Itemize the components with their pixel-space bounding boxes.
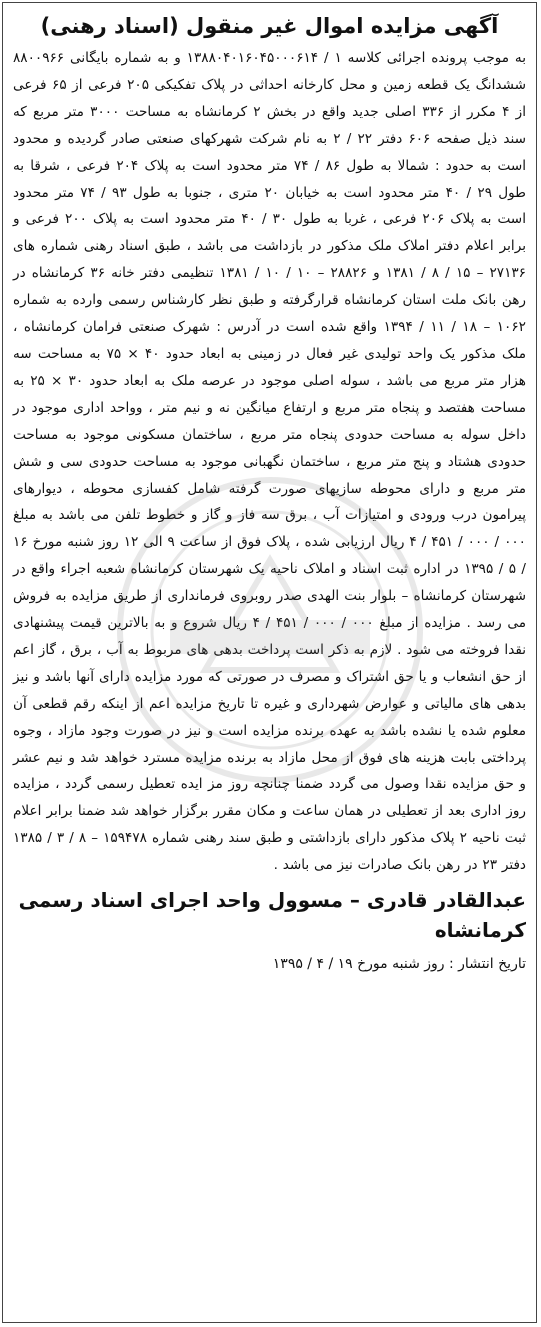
ad-frame bbox=[2, 2, 537, 1323]
ad-body-text: به موجب پرونده اجرائی کلاسه ۱ / ۱۳۸۸۰۴۰۱۶۰۴۵۰۰۰۶۱۴ و به شماره بایگانی ۸۸۰۰۹۶۶ ششدانگ یک قطعه زمین و محل کارخانه احداثی در پلاک تفکیکی ۲۰۵ فرعی از ۶۵ فرعی از ۴ مکرر از ۳۳۶ اصلی جدید واقع در بخش ۲ کرمانشاه به مساحت ۳۰۰۰ متر مربع که سند ذیل صفحه ۶۰۶ دفتر ۲۲ / ۲ به نام شرکت شهرکهای صنعتی صادر گردیده و محدود است به حدود : شمالا به طول ۸۶ / ۷۴ متر محدود است به پلاک ۲۰۴ فرعی ، شرقا به طول ۲۹ / ۴۰ متر محدود است به خیابان ۲۰ متری ، جنوبا به طول ۹۳ / ۷۴ متر محدود است به پلاک ۲۰۶ فرعی ، غربا به طول ۳۰ / ۴۰ متر محدود است به پلاک ۲۰۰ فرعی و برابر اعلام دفتر املاک ملک مذکور در بازداشت می باشد ، طبق اسناد رهنی شماره های ۲۷۱۳۶ – ۱۵ / ۸ / ۱۳۸۱ و ۲۸۸۲۶ – ۱۰ / ۱۰ / ۱۳۸۱ تنظیمی دفتر خانه ۳۶ کرمانشاه در رهن بانک ملت استان کرمانشاه قرارگرفته و طبق نظر کارشناس رسمی وارده به شماره ۱۰۶۲ – ۱۸ / ۱۱ / ۱۳۹۴ واقع شده است در آدرس : شهرک صنعتی فرامان کرمانشاه ، ملک مذکور یک واحد تولیدی غیر فعال در زمینی به ابعاد حدود ۴۰ × ۷۵ به مساحت سه هزار متر مربع می باشد ، سوله اصلی موجود در عرصه ملک به ابعاد حدود ۳۰ × ۲۵ به مساحت هفتصد و پنجاه متر مربع و ارتفاع میانگین نه و نیم متر ، وواحد اداری موجود در داخل سوله به مساحت حدودی پنجاه متر مربع ، ساختمان مسکونی موجود به مساحت حدودی هشتاد و پنج متر مربع ، ساختمان نگهبانی موجود به مساحت حدودی سی و شش متر مربع و دارای محوطه سازیهای صورت گرفته شامل کفسازی محوطه ، دیوارهای پیرامون درب ورودی و امتیازات آب ، برق سه فاز و گاز و خطوط تلفن می باشد به مبلغ ۰۰۰ / ۰۰۰ / ۴۵۱ / ۴ ریال ارزیابی شده ، پلاک فوق از ساعت ۹ الی ۱۲ روز شنبه مورخ ۱۶ / ۵ / ۱۳۹۵ در اداره ثبت اسناد و املاک ناحیه یک شهرستان کرمانشاه شعبه اجراء واقع در شهرستان کرمانشاه – بلوار بنت الهدی صدر روبروی فرمانداری از طریق مزایده به فروش می رسد . مزایده از مبلغ ۰۰۰ / ۰۰۰ / ۴۵۱ / ۴ ریال شروع و به بالاترین قیمت پیشنهادی نقدا فروخته می شود . لازم به ذکر است پرداخت بدهی های مربوط به آب ، برق ، گاز اعم از حق انشعاب و یا حق اشتراک و مصرف در صورتی که مورد مزایده دارای آنها باشد و نیز بدهی های مالیاتی و عوارض شهرداری و غیره تا تاریخ مزایده اعم از اینکه رقم قطعی آن معلوم شده یا نشده باشد به عهده برنده مزایده است و نیز در صورت وجود مازاد ، وجوه پرداختی بابت هزینه های فوق از محل مازاد به برنده مزایده مسترد خواهد شد و نیم عشر و حق مزایده نقدا وصول می گردد ضمنا چنانچه روز مز ایده تعطیل رسمی گردد ، مزایده روز اداری بعد از تعطیلی در همان ساعت و مکان مقرر برگزار خواهد شد ضمنا برابر اعلام ثبت ناحیه ۲ پلاک مذکور دارای بازداشتی و طبق سند رهنی شماره ۱۵۹۴۷۸ – ۸ / ۳ / ۱۳۸۵ دفتر ۲۳ در رهن بانک صادرات نیز می باشد . bbox=[13, 50, 527, 874]
ad-title: آگهی مزایده اموال غیر منقول (اسناد رهنی) bbox=[40, 14, 499, 38]
signature: عبدالقادر قادری – مسوول واحد اجرای اسناد رسمی کرمانشاه bbox=[18, 888, 526, 943]
publication-date: تاریخ انتشار : روز شنبه مورخ ۱۹ / ۴ / ۱۳۹۵ bbox=[272, 956, 526, 973]
